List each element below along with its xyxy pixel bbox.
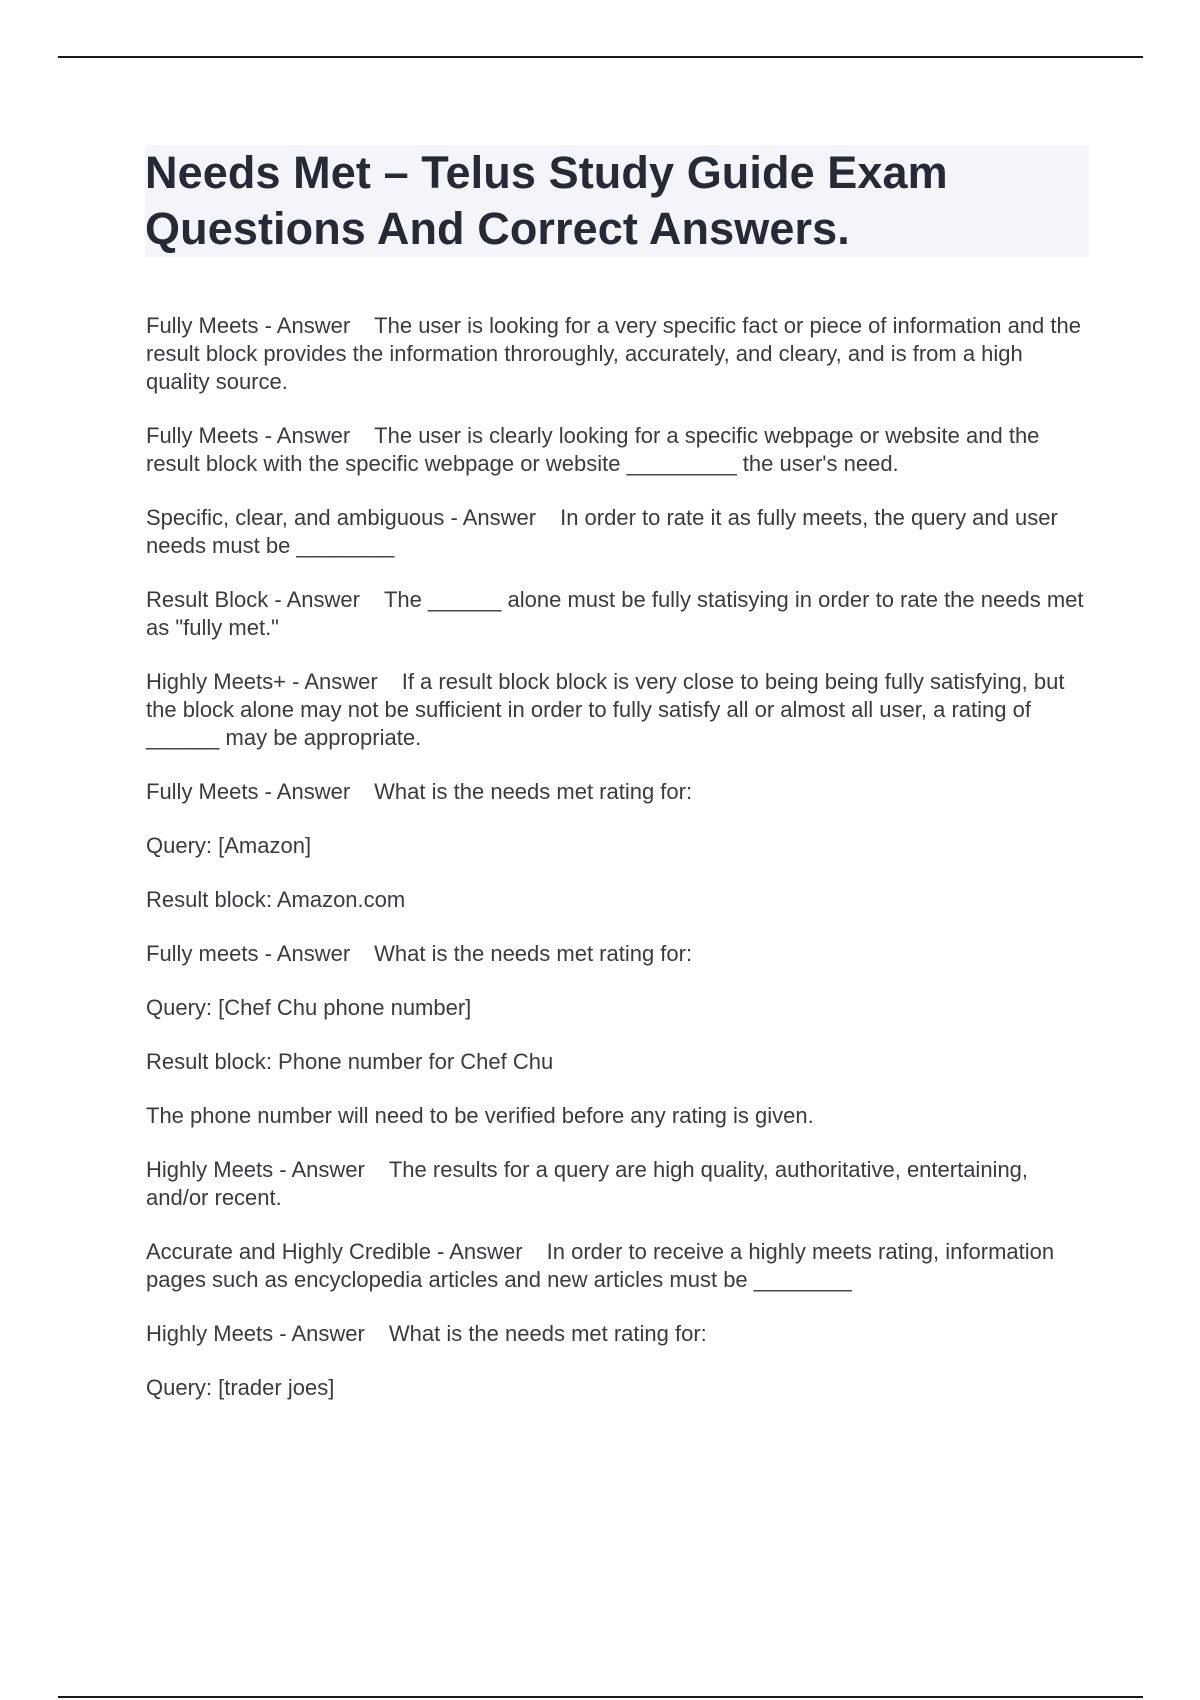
- body-text: Result block: Amazon.com: [146, 887, 406, 912]
- query-line: [146, 994, 1091, 1022]
- question-text: The results for a query are high quality, authoritative, entertaining, and/or recent.: [146, 1157, 1029, 1210]
- qa-item: [146, 586, 1091, 642]
- body-text: Result block: Phone number for Chef Chu: [146, 1049, 554, 1074]
- answer-label: Result Block - Answer: [146, 587, 360, 612]
- body-text: Query: [trader joes]: [146, 1375, 335, 1400]
- page-title-line-2: Questions And Correct Answers.: [145, 203, 850, 254]
- answer-label: Highly Meets - Answer: [146, 1321, 365, 1346]
- query-line: [146, 832, 1091, 860]
- question-text: The user is clearly looking for a specific webpage or website and the result block with the specific webpage or website _________ the user's need.: [146, 423, 1040, 476]
- body-text: Query: [Chef Chu phone number]: [146, 995, 472, 1020]
- query-line: [146, 1374, 1091, 1402]
- question-text: If a result block block is very close to being being fully satisfying, but the block alone may not be sufficient in order to fully satisfy all or almost all user, a rating of ______ may be appropriate.: [146, 669, 1065, 750]
- answer-label: Specific, clear, and ambiguous - Answer: [146, 505, 537, 530]
- question-text: In order to rate it as fully meets, the query and user needs must be ________: [146, 505, 1058, 558]
- answer-label: Highly Meets - Answer: [146, 1157, 365, 1182]
- note-line: [146, 1102, 1091, 1130]
- page-title-line-1: Needs Met – Telus Study Guide Exam: [145, 147, 948, 198]
- question-text: In order to receive a highly meets rating, information pages such as encyclopedia articles and new articles must be ________: [146, 1239, 1055, 1292]
- answer-label: Fully Meets - Answer: [146, 423, 351, 448]
- document-body: [146, 312, 1091, 1428]
- qa-item: [146, 504, 1091, 560]
- question-text: The ______ alone must be fully statisying in order to rate the needs met as "fully met.": [146, 587, 1084, 640]
- question-text: The user is looking for a very specific fact or piece of information and the result block provides the information throroughly, accurately, and cleary, and is from a high quality source.: [146, 313, 1081, 394]
- qa-item: [146, 422, 1091, 478]
- question-text: What is the needs met rating for:: [374, 941, 693, 966]
- body-text: Query: [Amazon]: [146, 833, 312, 858]
- result-line: [146, 1048, 1091, 1076]
- qa-item: [146, 668, 1091, 752]
- page-title: [145, 145, 1089, 257]
- answer-label: Fully Meets - Answer: [146, 313, 351, 338]
- qa-item: [146, 1156, 1091, 1212]
- answer-label: Highly Meets+ - Answer: [146, 669, 378, 694]
- qa-item: [146, 312, 1091, 396]
- question-text: What is the needs met rating for:: [374, 779, 693, 804]
- answer-label: Fully Meets - Answer: [146, 779, 351, 804]
- body-text: The phone number will need to be verified before any rating is given.: [146, 1103, 814, 1128]
- result-line: [146, 886, 1091, 914]
- qa-item: [146, 1238, 1091, 1294]
- qa-item: [146, 1320, 1091, 1348]
- qa-item: [146, 778, 1091, 806]
- answer-label: Fully meets - Answer: [146, 941, 351, 966]
- question-text: What is the needs met rating for:: [388, 1321, 707, 1346]
- top-rule: [58, 56, 1143, 58]
- bottom-rule: [58, 1696, 1143, 1698]
- qa-item: [146, 940, 1091, 968]
- title-block: [145, 145, 1089, 257]
- answer-label: Accurate and Highly Credible - Answer: [146, 1239, 523, 1264]
